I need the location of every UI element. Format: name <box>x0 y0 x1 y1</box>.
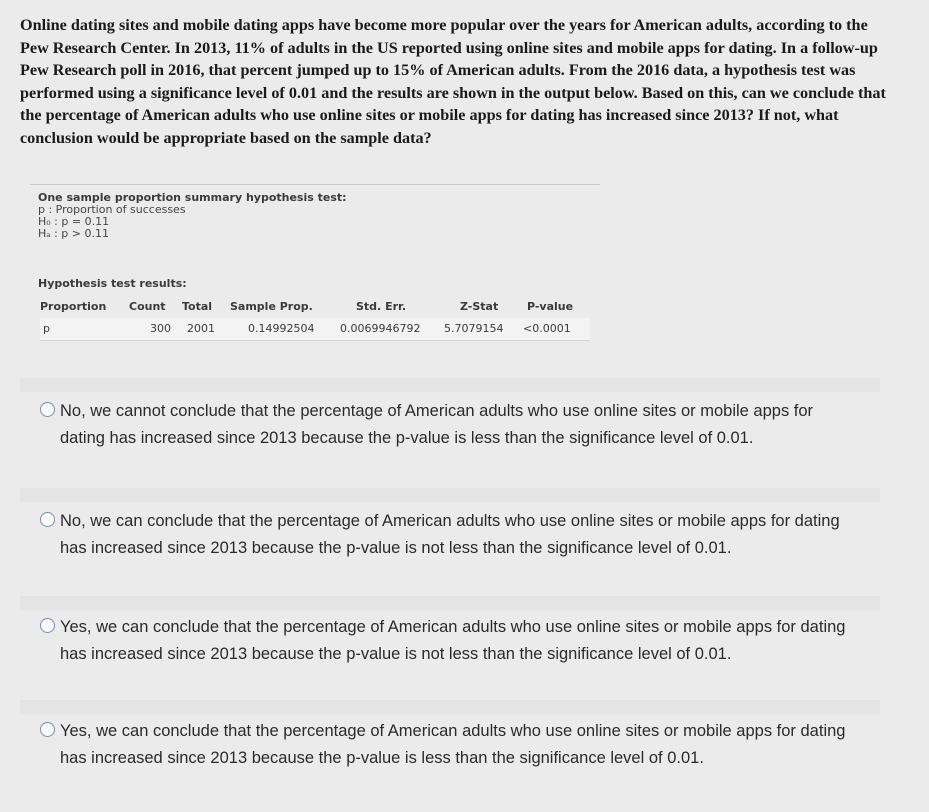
divider <box>20 378 880 392</box>
header-std-err: Std. Err. <box>356 300 407 313</box>
alternative-hypothesis: Hₐ : p > 0.11 <box>38 227 109 240</box>
radio-button-icon[interactable] <box>40 402 55 417</box>
cell-total: 2001 <box>187 322 215 335</box>
question-text: Online dating sites and mobile dating apps have become more popular over the years for American adults, according to the Pew Research Center. In 2013, 11% of adults in the US reported using online sites and mobile apps for dating. In a follow-up Pew Research poll in 2016, that percent jumped up to 15% of American adults. From the 2016 data, a hypothesis test was performed using a significance level of 0.01 and the results are shown in the output below. Based on this, can we conclude that the percentage of American adults who use online sites or mobile apps for dating has increased since 2013? If not, what conclusion would be appropriate based on the sample data? <box>20 16 886 147</box>
header-total: Total <box>182 300 213 313</box>
divider <box>30 184 600 185</box>
radio-button-icon[interactable] <box>40 618 55 633</box>
cell-count: 300 <box>150 322 171 335</box>
header-count: Count <box>129 300 166 313</box>
output-parameter: p : Proportion of successes <box>38 203 186 216</box>
output-title: One sample proportion summary hypothesis test: <box>38 191 347 204</box>
cell-std-err: 0.0069946792 <box>340 322 421 335</box>
cell-sample-prop: 0.14992504 <box>248 322 315 335</box>
radio-button-icon[interactable] <box>40 512 55 527</box>
answer-option-label: No, we cannot conclude that the percentage of American adults who use online sites or mobile apps for dating has increased since 2013 because the p-value is less than the significance level of 0.01. <box>60 402 814 447</box>
answer-option-label: No, we can conclude that the percentage of American adults who use online sites or mobile apps for dating has increased since 2013 because the p-value is not less than the significance level of 0.01. <box>60 512 840 557</box>
null-hypothesis: H₀ : p = 0.11 <box>38 215 110 228</box>
answer-option-label: Yes, we can conclude that the percentage of American adults who use online sites or mobile apps for dating has increased since 2013 because the p-value is not less than the significance level of 0.01. <box>60 618 846 663</box>
divider <box>20 700 880 714</box>
cell-p-value: <0.0001 <box>523 322 571 335</box>
answer-option-label: Yes, we can conclude that the percentage of American adults who use online sites or mobile apps for dating has increased since 2013 because the p-value is less than the significance level of 0.01. <box>60 722 846 767</box>
test-output <box>38 192 347 240</box>
header-proportion: Proportion <box>40 300 107 313</box>
cell-z-stat: 5.7079154 <box>444 322 504 335</box>
cell-proportion: p <box>43 322 50 335</box>
divider <box>20 596 880 610</box>
header-z-stat: Z-Stat <box>460 300 499 313</box>
results-title: Hypothesis test results: <box>38 277 187 290</box>
header-p-value: P-value <box>527 300 574 313</box>
header-sample-prop: Sample Prop. <box>230 300 313 313</box>
radio-button-icon[interactable] <box>40 722 55 737</box>
table-row <box>40 318 590 341</box>
divider <box>20 488 880 502</box>
